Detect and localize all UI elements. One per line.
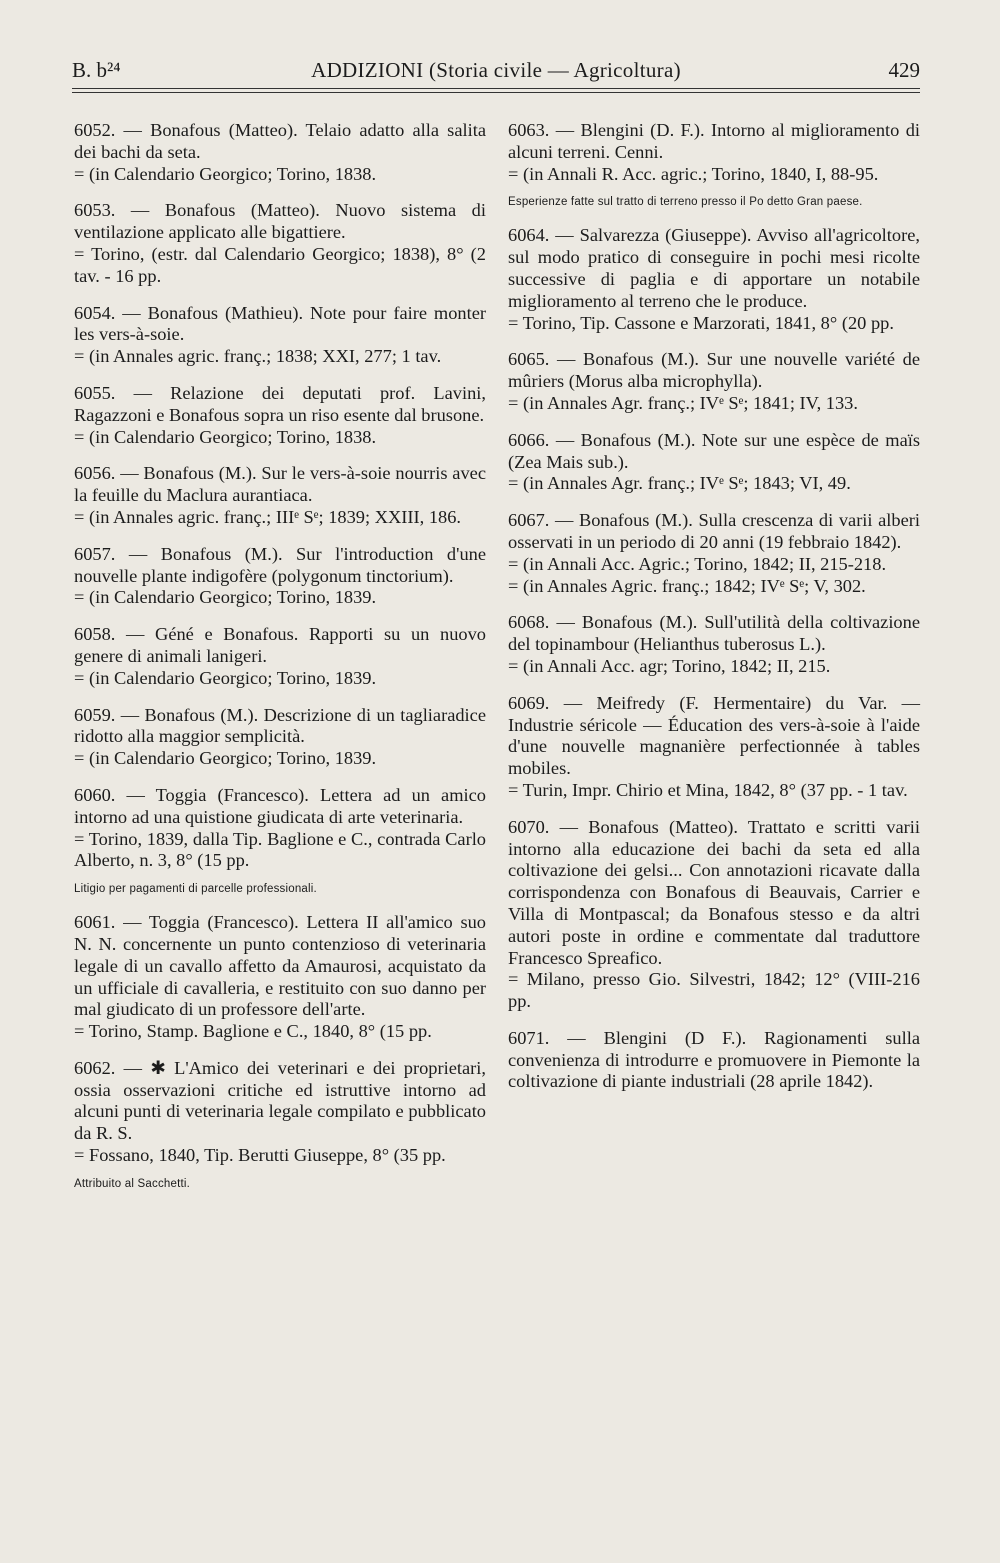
entry-6066 xyxy=(508,430,920,495)
entry-6067 xyxy=(508,510,920,597)
entry-text: 6063. — Blengini (D. F.). Intorno al miglioramento di alcuni terreni. Cenni. xyxy=(508,120,920,162)
entry-text: 6054. — Bonafous (Mathieu). Note pour faire monter les vers-à-soie. xyxy=(74,302,486,345)
entry-publication: = (in Annales agric. franç.; IIIᵉ Sᵉ; 1839; XXIII, 186. xyxy=(74,506,462,527)
entry-publication: = (in Annali R. Acc. agric.; Torino, 1840, I, 88-95. xyxy=(508,163,879,184)
entry-6056 xyxy=(74,463,486,528)
entry-publication: = (in Calendario Georgico; Torino, 1839. xyxy=(74,667,377,688)
entry-6062 xyxy=(74,1058,486,1167)
entry-text: 6061. — Toggia (Francesco). Lettera II all'amico suo N. N. concernente un punto contenzioso di veterinaria legale di un cavallo affetto da Amaurosi, acquistato da un ufficiale di cavalleria, e restituito con suo danno per mal giudicato di un professore dell'arte. xyxy=(74,912,486,1020)
entry-publication: = Torino, Stamp. Baglione e C., 1840, 8° (15 pp. xyxy=(74,1021,432,1042)
entry-note: Esperienze fatte sul tratto di terreno presso il Po detto Gran paese. xyxy=(508,196,863,209)
entry-publication: = (in Calendario Georgico; Torino, 1838. xyxy=(74,426,377,447)
entry-6069 xyxy=(508,693,920,802)
section-title: ADDIZIONI (Storia civile — Agricoltura) xyxy=(311,58,681,82)
entry-text: 6062. — ✱ L'Amico dei veterinari e dei proprietari, ossia osservazioni critiche ed istruttive intorno ad alcuni punti di veterinaria legale compilato e pubblicato da R. S. xyxy=(74,1057,486,1144)
entry-6058 xyxy=(74,624,486,689)
entry-publication: = (in Annali Acc. agr; Torino, 1842; II, 215. xyxy=(508,655,831,676)
entry-6059 xyxy=(74,705,486,770)
entry-text: 6055. — Relazione dei deputati prof. Lavini, Ragazzoni e Bonafous sopra un riso esente dal brusone. xyxy=(74,382,486,425)
entry-publication-secondary: = (in Annales Agric. franç.; 1842; IVᵉ Sᵉ; V, 302. xyxy=(508,575,866,596)
entry-text: 6065. — Bonafous (M.). Sur une nouvelle variété de mûriers (Morus alba microphylla). xyxy=(508,349,920,392)
entry-publication: = (in Annales agric. franç.; 1838; XXI, 277; 1 tav. xyxy=(74,346,442,367)
entry-publication: = (in Annali Acc. Agric.; Torino, 1842; II, 215-218. xyxy=(508,553,887,574)
entry-publication: = Fossano, 1840, Tip. Berutti Giuseppe, 8° (35 pp. xyxy=(74,1145,446,1166)
entry-text: 6052. — Bonafous (Matteo). Telaio adatto alla salita dei bachi da seta. xyxy=(74,120,486,162)
entry-6071 xyxy=(508,1028,920,1093)
entry-6065 xyxy=(508,349,920,414)
left-column xyxy=(74,120,486,1207)
entry-publication: = (in Annales Agr. franç.; IVᵉ Sᵉ; 1841; IV, 133. xyxy=(508,392,858,413)
entry-6068 xyxy=(508,612,920,677)
header-rule xyxy=(72,88,920,89)
entry-text: 6058. — Géné e Bonafous. Rapporti su un nuovo genere di animali lanigeri. xyxy=(74,624,486,666)
entry-6053 xyxy=(74,200,486,287)
entry-text: 6070. — Bonafous (Matteo). Trattato e scritti varii intorno alla educazione dei bachi da seta ed alla coltivazione dei gelsi... Con annotazioni ricavate dalla corrispondenza con Bonafous di Beauvais, Carrier e Villa di Montpascal; da Bonafous stesso e da altri autori poste in ordine e commentate dal traduttore Francesco Spreafico. xyxy=(508,816,920,968)
header-rule-double xyxy=(72,92,920,93)
entry-6070 xyxy=(508,817,920,1013)
entry-publication: = Torino, Tip. Cassone e Marzorati, 1841, 8° (20 pp. xyxy=(508,312,894,333)
entry-6052 xyxy=(74,120,486,185)
running-header xyxy=(72,58,920,92)
entry-publication: = (in Calendario Georgico; Torino, 1839. xyxy=(74,748,377,769)
entry-6054 xyxy=(74,303,486,368)
signature-mark: B. b²⁴ xyxy=(72,58,121,82)
entry-text: 6067. — Bonafous (M.). Sulla crescenza di varii alberi osservati in un periodo di 20 anni (19 febbraio 1842). xyxy=(508,510,920,552)
entry-6060 xyxy=(74,785,486,872)
entry-text: 6057. — Bonafous (M.). Sur l'introduction d'une nouvelle plante indigofère (polygonum tinctorium). xyxy=(74,543,486,586)
entry-note: Litigio per pagamenti di parcelle professionali. xyxy=(74,883,317,896)
entry-text: 6066. — Bonafous (M.). Note sur une espèce de maïs (Zea Mais sub.). xyxy=(508,429,920,472)
entry-publication: = (in Annales Agr. franç.; IVᵉ Sᵉ; 1843; VI, 49. xyxy=(508,473,851,494)
entry-6061 xyxy=(74,912,486,1043)
entry-text: 6056. — Bonafous (M.). Sur le vers-à-soie nourris avec la feuille du Maclura aurantiaca. xyxy=(74,463,486,506)
entry-text: 6068. — Bonafous (M.). Sull'utilità della coltivazione del topinambour (Helianthus tuberosus L.). xyxy=(508,612,920,655)
entry-publication: = Milano, presso Gio. Silvestri, 1842; 12° (VIII-216 pp. xyxy=(508,969,920,1012)
page-number: 429 xyxy=(888,58,920,82)
entry-publication: = (in Calendario Georgico; Torino, 1839. xyxy=(74,587,377,608)
entry-6057 xyxy=(74,544,486,609)
entry-text: 6069. — Meifredy (F. Hermentaire) du Var. — Industrie séricole — Éducation des vers-à-soie à l'aide d'une nouvelle magnanière perfectionnée à tables mobiles. xyxy=(508,692,920,779)
entry-publication: = Turin, Impr. Chirio et Mina, 1842, 8° (37 pp. - 1 tav. xyxy=(508,779,908,800)
entry-text: 6060. — Toggia (Francesco). Lettera ad un amico intorno ad una quistione giudicata di arte veterinaria. xyxy=(74,784,486,827)
entry-6064 xyxy=(508,225,920,334)
entry-6063 xyxy=(508,120,920,185)
entry-publication: = Torino, (estr. dal Calendario Georgico; 1838), 8° (2 tav. - 16 pp. xyxy=(74,243,486,286)
entry-text: 6071. — Blengini (D F.). Ragionamenti sulla convenienza di introdurre e promuovere in Piemonte la coltivazione di piante industriali (28 aprile 1842). xyxy=(508,1027,920,1092)
entry-6055 xyxy=(74,383,486,448)
entry-text: 6059. — Bonafous (M.). Descrizione di un tagliaradice ridotto alla maggior semplicità. xyxy=(74,704,486,747)
right-column xyxy=(508,120,920,1108)
entry-note: Attribuito al Sacchetti. xyxy=(74,1177,191,1190)
entry-text: 6064. — Salvarezza (Giuseppe). Avviso all'agricoltore, sul modo pratico di conseguire in pochi mesi ricolte successive di paglia e di apportare un notabile miglioramento al terreno che le produce. xyxy=(508,225,920,311)
entry-publication: = Torino, 1839, dalla Tip. Baglione e C., contrada Carlo Alberto, n. 3, 8° (15 pp. xyxy=(74,828,486,871)
entry-text: 6053. — Bonafous (Matteo). Nuovo sistema di ventilazione applicato alle bigattiere. xyxy=(74,200,486,243)
entry-publication: = (in Calendario Georgico; Torino, 1838. xyxy=(74,163,377,184)
